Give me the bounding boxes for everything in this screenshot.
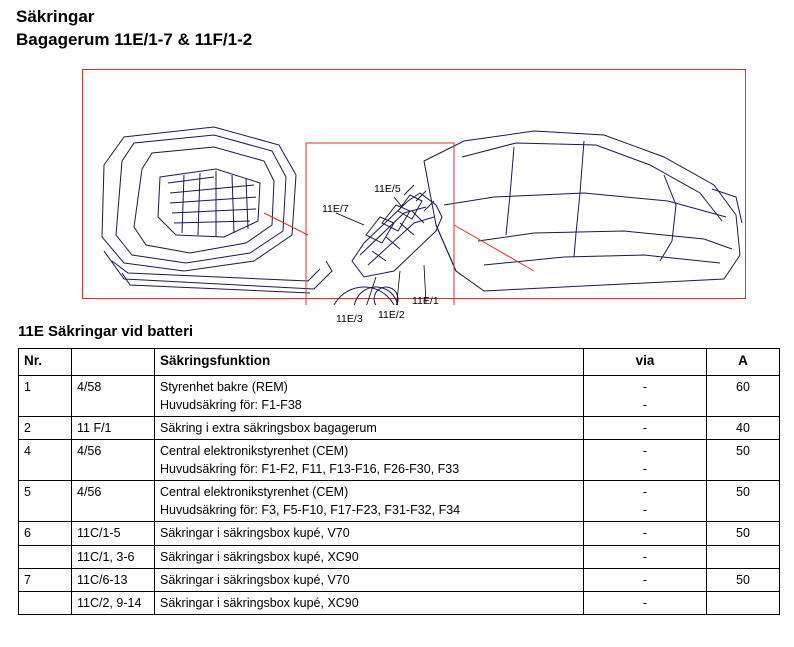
via-subline: - — [642, 397, 648, 412]
fuse-table — [18, 348, 780, 615]
cell-function — [155, 568, 584, 591]
cell-amp: 50 — [707, 481, 780, 522]
cell-amp: 60 — [707, 375, 780, 416]
cell-amp: 50 — [707, 439, 780, 480]
section-title: 11E Säkringar vid batteri — [18, 322, 194, 340]
table-body — [19, 375, 780, 614]
via-subline: - — [642, 462, 648, 476]
column-header-via: via — [584, 348, 707, 375]
cell-nr: 6 — [19, 522, 72, 545]
table-row — [19, 416, 780, 439]
cell-function — [155, 375, 584, 416]
via-line: - — [642, 485, 648, 500]
cell-function — [155, 481, 584, 522]
table-header-row — [19, 348, 780, 375]
column-header-function: Säkringsfunktion — [155, 348, 584, 375]
table-row — [19, 481, 780, 522]
function-line: Säkring i extra säkringsbox bagagerum — [160, 420, 377, 435]
function-subline: Huvudsäkring för: F3, F5-F10, F17-F23, F31-F32, F34 — [160, 503, 461, 518]
cell-code: 4/58 — [72, 375, 155, 416]
cell-amp: 50 — [707, 522, 780, 545]
cell-function — [155, 416, 584, 439]
function-subline: Huvudsäkring för: F1-F38 — [160, 397, 302, 412]
table-row — [19, 545, 780, 568]
cell-function — [155, 591, 584, 614]
table-row — [19, 568, 780, 591]
via-line: - — [642, 443, 648, 458]
cell-code: 11C/6-13 — [72, 568, 155, 591]
cell-nr: 1 — [19, 375, 72, 416]
function-line: Styrenhet bakre (REM) — [160, 379, 288, 394]
cell-code: 4/56 — [72, 481, 155, 522]
cell-amp: 40 — [707, 416, 780, 439]
via-line: - — [642, 379, 648, 394]
cell-nr — [19, 545, 72, 568]
column-header-amp: A — [707, 348, 780, 375]
cell-nr — [19, 591, 72, 614]
cell-via: - — [584, 568, 707, 591]
cell-function — [155, 522, 584, 545]
cell-nr: 7 — [19, 568, 72, 591]
document-page — [0, 6, 794, 647]
cell-amp — [707, 545, 780, 568]
cell-code: 11 F/1 — [72, 416, 155, 439]
cell-via: - — [584, 591, 707, 614]
table-row — [19, 591, 780, 614]
table-row — [19, 522, 780, 545]
cell-function — [155, 439, 584, 480]
cell-via — [584, 439, 707, 480]
cell-amp: 50 — [707, 568, 780, 591]
function-line: Säkringar i säkringsbox kupé, V70 — [160, 526, 350, 541]
figure-callout-11e3: 11E/3 — [336, 312, 363, 325]
column-header-code — [72, 348, 155, 375]
fuse-box-illustration — [64, 65, 764, 305]
cell-nr: 5 — [19, 481, 72, 522]
cell-code: 11C/2, 9-14 — [72, 591, 155, 614]
table-row — [19, 439, 780, 480]
via-subline: - — [642, 503, 648, 518]
figure-callout-11e5: 11E/5 — [374, 182, 401, 195]
cell-via: - — [584, 416, 707, 439]
cell-code: 4/56 — [72, 439, 155, 480]
cell-code: 11C/1-5 — [72, 522, 155, 545]
function-subline: Huvudsäkring för: F1-F2, F11, F13-F16, F26-F30, F33 — [160, 462, 460, 476]
trunk-fuse-box-figure — [64, 65, 764, 325]
cell-via: - — [584, 545, 707, 568]
figure-callout-11e7: 11E/7 — [322, 202, 349, 215]
cell-nr: 2 — [19, 416, 72, 439]
function-line: Säkringar i säkringsbox kupé, V70 — [160, 572, 350, 587]
function-line: Central elektronikstyrenhet (CEM) — [160, 485, 349, 500]
figure-callout-11e2: 11E/2 — [378, 308, 405, 321]
cell-amp — [707, 591, 780, 614]
cell-function — [155, 545, 584, 568]
page-title: Säkringar — [16, 7, 95, 26]
function-line: Säkringar i säkringsbox kupé, XC90 — [160, 549, 359, 564]
figure-callout-11e1: 11E/1 — [412, 294, 439, 307]
cell-nr: 4 — [19, 439, 72, 480]
cell-code: 11C/1, 3-6 — [72, 545, 155, 568]
function-line: Central elektronikstyrenhet (CEM) — [160, 443, 349, 458]
cell-via — [584, 375, 707, 416]
table-row — [19, 375, 780, 416]
cell-via: - — [584, 522, 707, 545]
cell-via — [584, 481, 707, 522]
column-header-nr: Nr. — [19, 348, 72, 375]
function-line: Säkringar i säkringsbox kupé, XC90 — [160, 595, 359, 610]
page-subtitle: Bagagerum 11E/1-7 & 11F/1-2 — [16, 30, 253, 50]
